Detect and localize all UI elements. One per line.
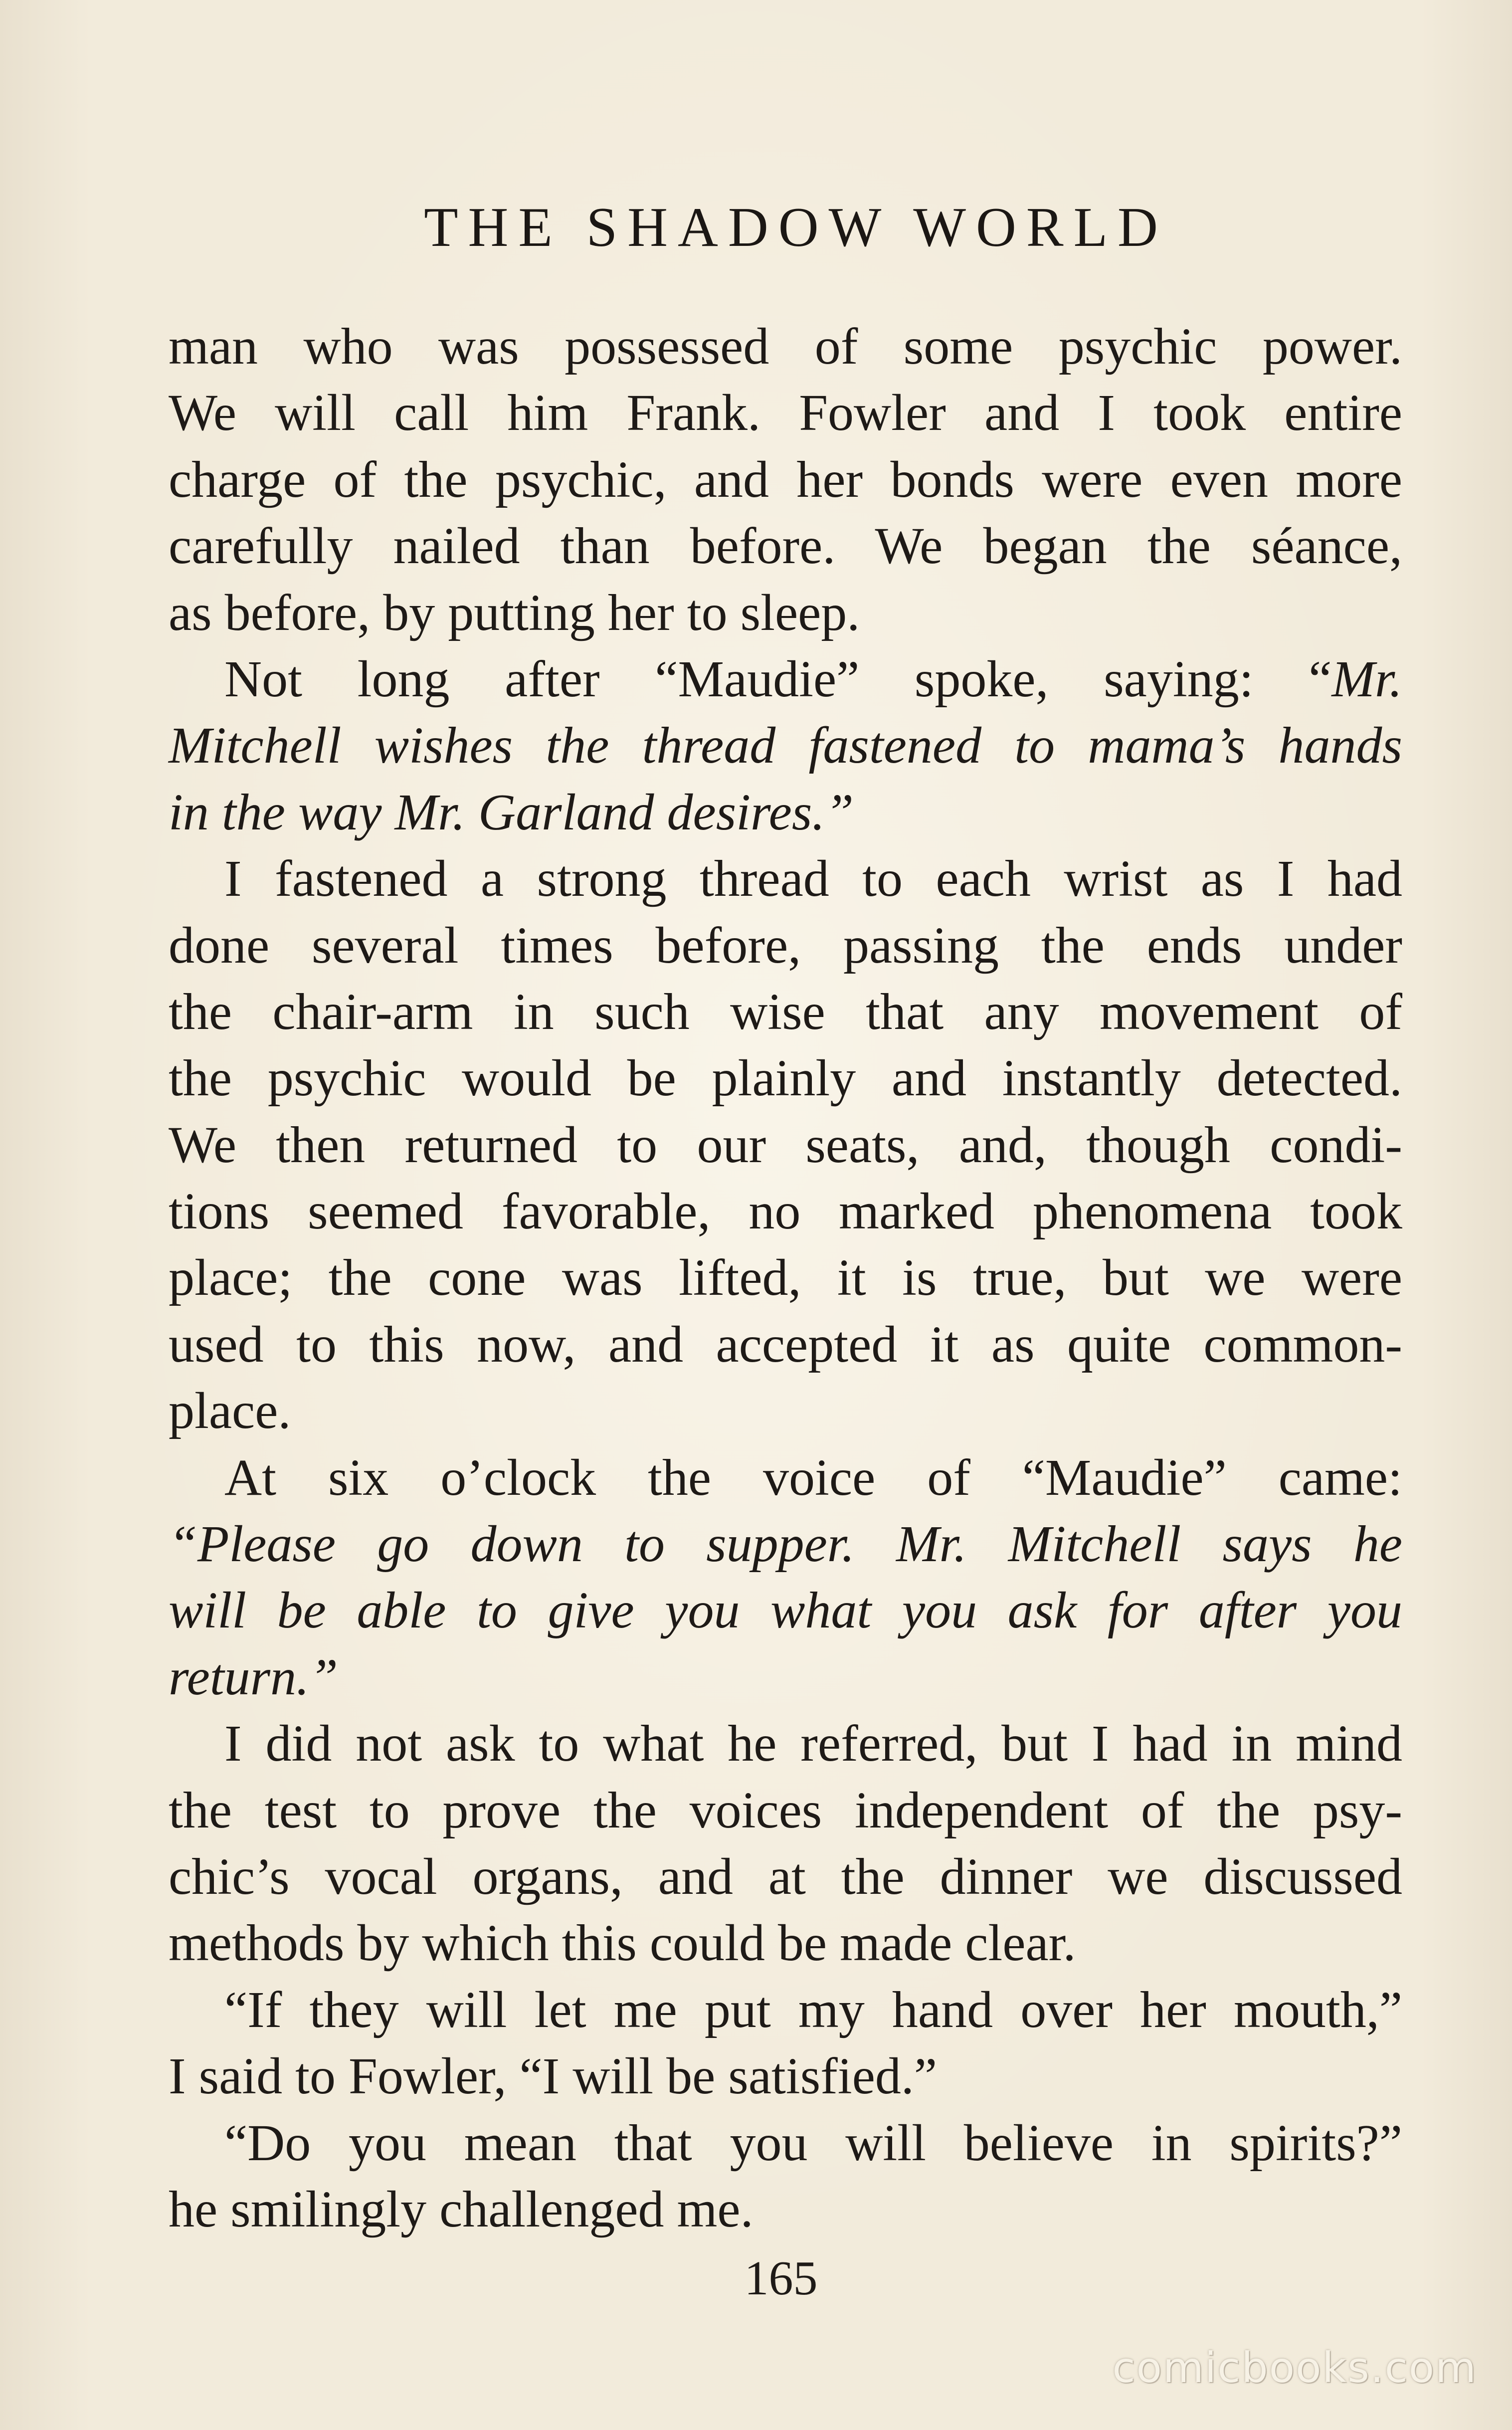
text-run: Not long after “Maudie” spoke, saying: “ bbox=[224, 650, 1332, 708]
text-line: “If they will let me put my hand over her mouth,” bbox=[224, 1981, 1402, 2038]
text-line: the chair-arm in such wise that any movement of bbox=[169, 983, 1402, 1040]
text-line: I fastened a strong thread to each wrist as I had bbox=[224, 850, 1402, 908]
text-line: the psychic would be plainly and instantly detected. bbox=[169, 1049, 1402, 1107]
text-line: used to this now, and accepted it as quite common- bbox=[169, 1315, 1402, 1373]
text-line: carefully nailed than before. We began the séance, bbox=[169, 517, 1402, 575]
text-line: charge of the psychic, and her bonds were even more bbox=[169, 450, 1402, 508]
body-text bbox=[169, 313, 1402, 2242]
watermark-logo: comicbooks.com bbox=[1112, 2343, 1477, 2392]
text-line: in the way Mr. Garland desires.” bbox=[169, 783, 854, 841]
text-line: Mitchell wishes the thread fastened to mama’s hands bbox=[169, 717, 1402, 775]
text-line: We will call him Frank. Fowler and I took entire bbox=[169, 384, 1402, 442]
text-line: chic’s vocal organs, and at the dinner we discussed bbox=[169, 1847, 1402, 1905]
text-line: the test to prove the voices independent of the psy- bbox=[169, 1781, 1402, 1839]
text-line: “Do you mean that you will believe in spirits?” bbox=[224, 2114, 1402, 2172]
text-line: done several times before, passing the ends under bbox=[169, 916, 1402, 974]
text-line bbox=[169, 646, 1402, 712]
text-line: We then returned to our seats, and, though condi- bbox=[169, 1116, 1402, 1174]
text-line: place; the cone was lifted, it is true, but we were bbox=[169, 1249, 1402, 1307]
page-number: 165 bbox=[744, 2251, 818, 2305]
text-line: will be able to give you what you ask for after you bbox=[169, 1582, 1402, 1639]
text-line: tions seemed favorable, no marked phenomena took bbox=[169, 1183, 1402, 1240]
running-head: THE SHADOW WORLD bbox=[424, 197, 1168, 258]
text-line: return.” bbox=[169, 1648, 338, 1706]
text-line: place. bbox=[169, 1382, 291, 1440]
text-line: as before, by putting her to sleep. bbox=[169, 584, 860, 641]
text-line: he smilingly challenged me. bbox=[169, 2180, 754, 2238]
text-line: At six o’clock the voice of “Maudie” came: bbox=[224, 1448, 1402, 1506]
text-line: methods by which this could be made clear. bbox=[169, 1914, 1076, 1972]
text-line: man who was possessed of some psychic power. bbox=[169, 318, 1402, 375]
italic-run: Mr. bbox=[1331, 650, 1402, 708]
text-line: “Please go down to supper. Mr. Mitchell says he bbox=[169, 1515, 1402, 1573]
text-line: I said to Fowler, “I will be satisfied.” bbox=[169, 2047, 938, 2105]
text-line: I did not ask to what he referred, but I had in mind bbox=[224, 1715, 1402, 1773]
